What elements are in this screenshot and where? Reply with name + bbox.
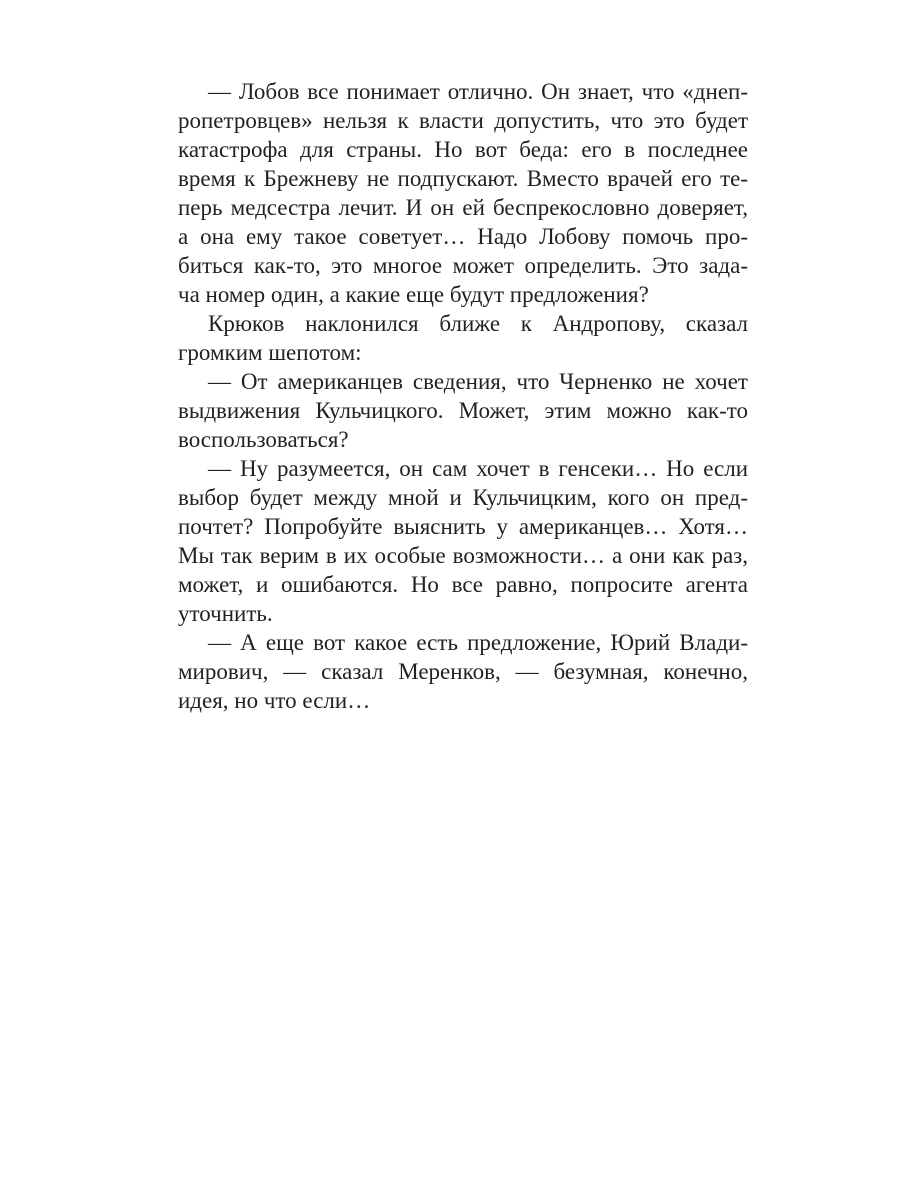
text-line: — А еще вот какое есть предложение, Юрий Влади-: [208, 630, 748, 655]
page-body-text: [178, 77, 748, 715]
text-line: выдвижения Кульчицкого. Может, этим можно как-то: [178, 398, 748, 423]
text-line: почтет? Попробуйте выяснить у американцев… Хотя…: [178, 514, 748, 539]
text-line: Мы так верим в их особые возможности… а они как раз,: [178, 543, 748, 568]
text-line: — От американцев сведения, что Черненко не хочет: [208, 369, 748, 394]
text-line: — Ну разумеется, он сам хочет в генсеки… Но если: [208, 456, 748, 481]
text-line: может, и ошибаются. Но все равно, попросите агента: [178, 572, 748, 597]
text-line: мирович, — сказал Меренков, — безумная, конечно,: [178, 659, 748, 684]
text-line: ча номер один, а какие еще будут предложения?: [178, 282, 649, 307]
text-line: уточнить.: [178, 601, 273, 626]
text-line: время к Брежневу не подпускают. Вместо врачей его те-: [178, 166, 748, 191]
text-line: Крюков наклонился ближе к Андропову, сказал: [208, 311, 748, 336]
text-line: воспользоваться?: [178, 427, 349, 452]
text-line: выбор будет между мной и Кульчицким, кого он пред-: [178, 485, 748, 510]
text-line: а она ему такое советует… Надо Лобову помочь про-: [178, 224, 748, 249]
text-line: биться как-то, это многое может определить. Это зада-: [178, 253, 748, 278]
text-line: идея, но что если…: [178, 688, 371, 713]
text-line: перь медсестра лечит. И он ей беспрекословно доверяет,: [178, 195, 748, 220]
text-line: катастрофа для страны. Но вот беда: его в последнее: [178, 137, 748, 162]
text-line: ропетровцев» нельзя к власти допустить, что это будет: [178, 108, 748, 133]
text-line: громким шепотом:: [178, 340, 362, 365]
text-line: — Лобов все понимает отлично. Он знает, что «днеп-: [208, 79, 748, 104]
